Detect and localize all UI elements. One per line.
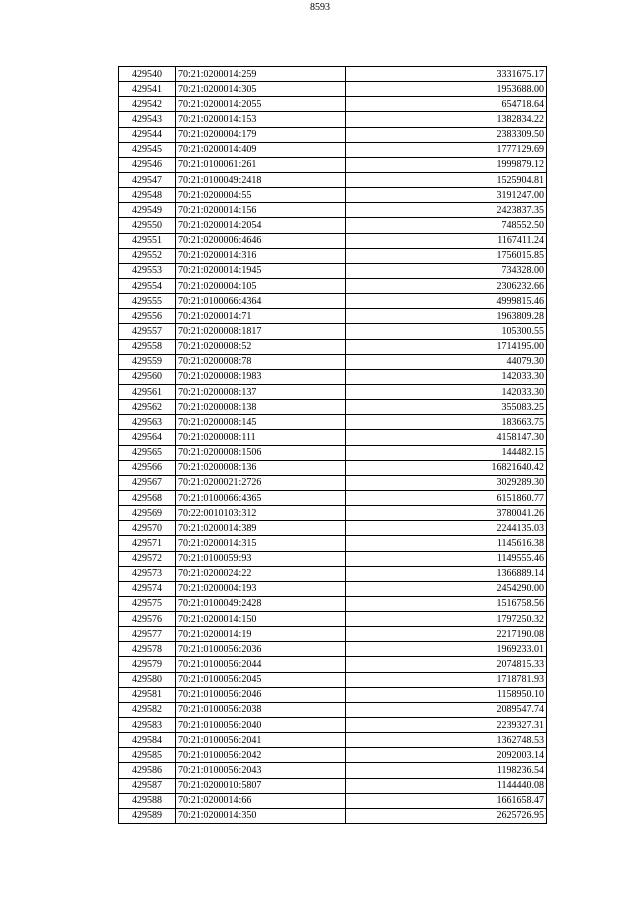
row-number-cell: 429571	[119, 536, 176, 551]
row-number-cell: 429572	[119, 551, 176, 566]
cadastral-number-cell: 70:21:0100066:4365	[176, 490, 346, 505]
table-row	[119, 642, 547, 657]
row-number-cell: 429582	[119, 702, 176, 717]
cadastral-value-table	[118, 66, 547, 824]
cadastral-number-cell: 70:21:0100056:2042	[176, 748, 346, 763]
cadastral-number-cell: 70:21:0200008:111	[176, 430, 346, 445]
row-number-cell: 429544	[119, 127, 176, 142]
cadastral-value-cell: 355083.25	[346, 400, 547, 415]
table-row	[119, 400, 547, 415]
table-row	[119, 97, 547, 112]
table-row	[119, 702, 547, 717]
row-number-cell: 429566	[119, 460, 176, 475]
row-number-cell: 429558	[119, 339, 176, 354]
cadastral-number-cell: 70:22:0010103:312	[176, 506, 346, 521]
cadastral-number-cell: 70:21:0200021:2726	[176, 475, 346, 490]
cadastral-value-cell: 2239327.31	[346, 718, 547, 733]
cadastral-value-cell: 1149555.46	[346, 551, 547, 566]
row-number-cell: 429570	[119, 521, 176, 536]
cadastral-number-cell: 70:21:0200008:137	[176, 384, 346, 399]
cadastral-number-cell: 70:21:0200014:259	[176, 67, 346, 82]
row-number-cell: 429542	[119, 97, 176, 112]
cadastral-number-cell: 70:21:0100056:2045	[176, 672, 346, 687]
row-number-cell: 429545	[119, 142, 176, 157]
cadastral-value-cell: 1198236.54	[346, 763, 547, 778]
row-number-cell: 429549	[119, 203, 176, 218]
cadastral-value-cell: 1167411.24	[346, 233, 547, 248]
cadastral-value-cell: 144482.15	[346, 445, 547, 460]
cadastral-value-cell: 2244135.03	[346, 521, 547, 536]
table-row	[119, 112, 547, 127]
cadastral-number-cell: 70:21:0200008:145	[176, 415, 346, 430]
row-number-cell: 429578	[119, 642, 176, 657]
row-number-cell: 429547	[119, 172, 176, 187]
cadastral-number-cell: 70:21:0100056:2038	[176, 702, 346, 717]
cadastral-value-cell: 1366889.14	[346, 566, 547, 581]
row-number-cell: 429562	[119, 400, 176, 415]
cadastral-number-cell: 70:21:0200014:389	[176, 521, 346, 536]
table-row	[119, 460, 547, 475]
cadastral-value-cell: 3029289.30	[346, 475, 547, 490]
table-body	[119, 67, 547, 824]
cadastral-number-cell: 70:21:0200014:2054	[176, 218, 346, 233]
row-number-cell: 429563	[119, 415, 176, 430]
cadastral-number-cell: 70:21:0100056:2036	[176, 642, 346, 657]
table-row	[119, 218, 547, 233]
cadastral-number-cell: 70:21:0200008:138	[176, 400, 346, 415]
cadastral-value-cell: 3331675.17	[346, 67, 547, 82]
cadastral-value-cell: 3191247.00	[346, 188, 547, 203]
table-row	[119, 354, 547, 369]
cadastral-value-cell: 1714195.00	[346, 339, 547, 354]
row-number-cell: 429583	[119, 718, 176, 733]
table-row	[119, 248, 547, 263]
cadastral-number-cell: 70:21:0200004:105	[176, 278, 346, 293]
row-number-cell: 429555	[119, 294, 176, 309]
row-number-cell: 429584	[119, 733, 176, 748]
row-number-cell: 429553	[119, 263, 176, 278]
cadastral-number-cell: 70:21:0200010:5807	[176, 778, 346, 793]
cadastral-number-cell: 70:21:0200004:55	[176, 188, 346, 203]
cadastral-value-cell: 1953688.00	[346, 82, 547, 97]
row-number-cell: 429581	[119, 687, 176, 702]
cadastral-number-cell: 70:21:0200014:305	[176, 82, 346, 97]
cadastral-value-cell: 1797250.32	[346, 612, 547, 627]
row-number-cell: 429588	[119, 793, 176, 808]
cadastral-number-cell: 70:21:0200008:136	[176, 460, 346, 475]
table-row	[119, 521, 547, 536]
page-number: 8593	[310, 2, 330, 13]
cadastral-number-cell: 70:21:0100056:2044	[176, 657, 346, 672]
table-row	[119, 778, 547, 793]
cadastral-number-cell: 70:21:0100056:2040	[176, 718, 346, 733]
cadastral-value-cell: 16821640.42	[346, 460, 547, 475]
cadastral-number-cell: 70:21:0200014:71	[176, 309, 346, 324]
table-row	[119, 733, 547, 748]
table-row	[119, 445, 547, 460]
cadastral-value-cell: 1661658.47	[346, 793, 547, 808]
cadastral-value-cell: 2074815.33	[346, 657, 547, 672]
cadastral-number-cell: 70:21:0100056:2043	[176, 763, 346, 778]
table-row	[119, 384, 547, 399]
cadastral-number-cell: 70:21:0200014:350	[176, 808, 346, 823]
table-row	[119, 536, 547, 551]
row-number-cell: 429550	[119, 218, 176, 233]
table-row	[119, 627, 547, 642]
cadastral-value-cell: 142033.30	[346, 369, 547, 384]
table-row	[119, 596, 547, 611]
table-row	[119, 763, 547, 778]
cadastral-value-cell: 2625726.95	[346, 808, 547, 823]
cadastral-value-cell: 1382834.22	[346, 112, 547, 127]
row-number-cell: 429561	[119, 384, 176, 399]
cadastral-number-cell: 70:21:0200008:78	[176, 354, 346, 369]
cadastral-number-cell: 70:21:0100061:261	[176, 157, 346, 172]
cadastral-number-cell: 70:21:0200014:315	[176, 536, 346, 551]
row-number-cell: 429543	[119, 112, 176, 127]
table-row	[119, 415, 547, 430]
row-number-cell: 429589	[119, 808, 176, 823]
cadastral-value-cell: 1144440.08	[346, 778, 547, 793]
table-row	[119, 793, 547, 808]
table-row	[119, 748, 547, 763]
table-row	[119, 672, 547, 687]
cadastral-number-cell: 70:21:0100056:2041	[176, 733, 346, 748]
cadastral-value-cell: 1969233.01	[346, 642, 547, 657]
cadastral-number-cell: 70:21:0100066:4364	[176, 294, 346, 309]
table-row	[119, 718, 547, 733]
cadastral-value-cell: 1516758.56	[346, 596, 547, 611]
table-row	[119, 233, 547, 248]
row-number-cell: 429573	[119, 566, 176, 581]
cadastral-number-cell: 70:21:0200008:1817	[176, 324, 346, 339]
cadastral-value-cell: 44079.30	[346, 354, 547, 369]
table-row	[119, 490, 547, 505]
row-number-cell: 429551	[119, 233, 176, 248]
row-number-cell: 429559	[119, 354, 176, 369]
table-row	[119, 188, 547, 203]
table-row	[119, 687, 547, 702]
table-row	[119, 369, 547, 384]
cadastral-value-cell: 4158147.30	[346, 430, 547, 445]
row-number-cell: 429540	[119, 67, 176, 82]
cadastral-value-cell: 734328.00	[346, 263, 547, 278]
row-number-cell: 429567	[119, 475, 176, 490]
cadastral-value-cell: 1158950.10	[346, 687, 547, 702]
row-number-cell: 429577	[119, 627, 176, 642]
cadastral-value-cell: 1145616.38	[346, 536, 547, 551]
cadastral-number-cell: 70:21:0100059:93	[176, 551, 346, 566]
cadastral-number-cell: 70:21:0200014:19	[176, 627, 346, 642]
cadastral-number-cell: 70:21:0200008:1506	[176, 445, 346, 460]
table-row	[119, 475, 547, 490]
cadastral-value-cell: 183663.75	[346, 415, 547, 430]
cadastral-value-cell: 748552.50	[346, 218, 547, 233]
cadastral-number-cell: 70:21:0100049:2428	[176, 596, 346, 611]
cadastral-number-cell: 70:21:0200014:153	[176, 112, 346, 127]
row-number-cell: 429548	[119, 188, 176, 203]
table-row	[119, 581, 547, 596]
table-row	[119, 127, 547, 142]
cadastral-number-cell: 70:21:0200008:52	[176, 339, 346, 354]
cadastral-value-cell: 1756015.85	[346, 248, 547, 263]
table-row	[119, 203, 547, 218]
row-number-cell: 429556	[119, 309, 176, 324]
row-number-cell: 429560	[119, 369, 176, 384]
cadastral-number-cell: 70:21:0200014:1945	[176, 263, 346, 278]
row-number-cell: 429579	[119, 657, 176, 672]
row-number-cell: 429576	[119, 612, 176, 627]
table-row	[119, 67, 547, 82]
cadastral-number-cell: 70:21:0100056:2046	[176, 687, 346, 702]
cadastral-value-cell: 2089547.74	[346, 702, 547, 717]
cadastral-number-cell: 70:21:0200014:156	[176, 203, 346, 218]
cadastral-value-cell: 142033.30	[346, 384, 547, 399]
table-row	[119, 142, 547, 157]
cadastral-number-cell: 70:21:0200014:66	[176, 793, 346, 808]
cadastral-number-cell: 70:21:0200004:179	[176, 127, 346, 142]
cadastral-value-cell: 2217190.08	[346, 627, 547, 642]
row-number-cell: 429546	[119, 157, 176, 172]
table-row	[119, 263, 547, 278]
table-row	[119, 551, 547, 566]
table-row	[119, 339, 547, 354]
row-number-cell: 429568	[119, 490, 176, 505]
cadastral-number-cell: 70:21:0200004:193	[176, 581, 346, 596]
cadastral-value-cell: 654718.64	[346, 97, 547, 112]
row-number-cell: 429565	[119, 445, 176, 460]
table-row	[119, 172, 547, 187]
cadastral-value-cell: 3780041.26	[346, 506, 547, 521]
row-number-cell: 429574	[119, 581, 176, 596]
table-row	[119, 808, 547, 823]
cadastral-number-cell: 70:21:0200008:1983	[176, 369, 346, 384]
cadastral-value-cell: 2454290.00	[346, 581, 547, 596]
table-row	[119, 157, 547, 172]
cadastral-value-cell: 2423837.35	[346, 203, 547, 218]
cadastral-number-cell: 70:21:0200014:409	[176, 142, 346, 157]
row-number-cell: 429585	[119, 748, 176, 763]
table-row	[119, 566, 547, 581]
cadastral-value-cell: 1963809.28	[346, 309, 547, 324]
cadastral-value-cell: 105300.55	[346, 324, 547, 339]
table-row	[119, 430, 547, 445]
cadastral-value-cell: 1718781.93	[346, 672, 547, 687]
cadastral-number-cell: 70:21:0200024:22	[176, 566, 346, 581]
row-number-cell: 429580	[119, 672, 176, 687]
row-number-cell: 429541	[119, 82, 176, 97]
table-row	[119, 82, 547, 97]
table-row	[119, 657, 547, 672]
row-number-cell: 429564	[119, 430, 176, 445]
row-number-cell: 429552	[119, 248, 176, 263]
row-number-cell: 429569	[119, 506, 176, 521]
cadastral-number-cell: 70:21:0200006:4646	[176, 233, 346, 248]
row-number-cell: 429586	[119, 763, 176, 778]
table-row	[119, 506, 547, 521]
row-number-cell: 429557	[119, 324, 176, 339]
cadastral-value-cell: 6151860.77	[346, 490, 547, 505]
cadastral-number-cell: 70:21:0200014:316	[176, 248, 346, 263]
row-number-cell: 429587	[119, 778, 176, 793]
cadastral-value-cell: 2306232.66	[346, 278, 547, 293]
cadastral-value-cell: 1525904.81	[346, 172, 547, 187]
row-number-cell: 429554	[119, 278, 176, 293]
cadastral-value-cell: 1999879.12	[346, 157, 547, 172]
cadastral-number-cell: 70:21:0100049:2418	[176, 172, 346, 187]
table-row	[119, 278, 547, 293]
cadastral-value-cell: 2092003.14	[346, 748, 547, 763]
cadastral-value-cell: 2383309.50	[346, 127, 547, 142]
cadastral-number-cell: 70:21:0200014:2055	[176, 97, 346, 112]
cadastral-value-cell: 4999815.46	[346, 294, 547, 309]
table-row	[119, 324, 547, 339]
table-row	[119, 612, 547, 627]
table-row	[119, 294, 547, 309]
table-row	[119, 309, 547, 324]
cadastral-value-cell: 1362748.53	[346, 733, 547, 748]
cadastral-value-cell: 1777129.69	[346, 142, 547, 157]
row-number-cell: 429575	[119, 596, 176, 611]
cadastral-number-cell: 70:21:0200014:150	[176, 612, 346, 627]
